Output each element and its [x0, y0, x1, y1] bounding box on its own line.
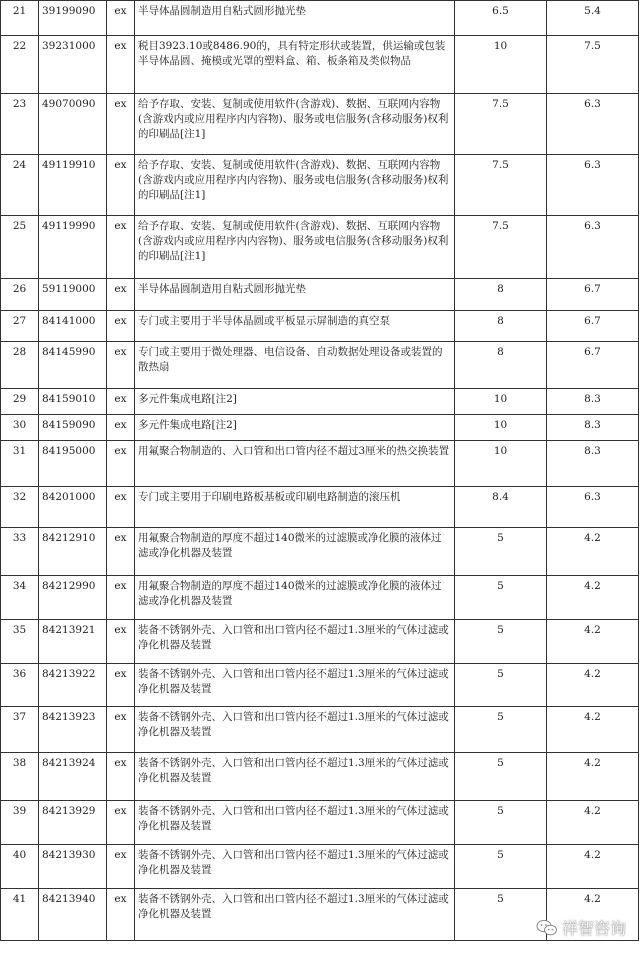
rate-2: 6.3: [547, 216, 639, 279]
row-number: 29: [1, 389, 39, 415]
item-description: 装备不锈钢外壳、入口管和出口管内径不超过1.3厘米的气体过滤或净化机器及装置: [135, 664, 455, 707]
row-number: 25: [1, 216, 39, 279]
item-description: 专门或主要用于半导体晶圆或平板显示屏制造的真空泵: [135, 311, 455, 342]
item-description: 专门或主要用于微处理器、电信设备、自动数据处理设备或装置的散热扇: [135, 342, 455, 389]
row-number: 38: [1, 753, 39, 801]
ex-flag: ex: [107, 487, 135, 528]
table-row: [1, 576, 639, 620]
rate-2: 7.5: [547, 36, 639, 94]
row-number: 21: [1, 1, 39, 36]
ex-flag: ex: [107, 801, 135, 845]
row-number: 41: [1, 889, 39, 941]
tariff-code: 49070090: [39, 94, 107, 155]
table-row: [1, 620, 639, 664]
item-description: 多元件集成电路[注2]: [135, 389, 455, 415]
item-description: 给予存取、安装、复制或使用软件(含游戏)、数据、互联网内容物(含游戏内或应用程序内内容物)、服务或电信服务(含移动服务)权利的印刷品[注1]: [135, 155, 455, 216]
tariff-code: 84213924: [39, 753, 107, 801]
rate-1: 7.5: [455, 94, 547, 155]
item-description: 装备不锈钢外壳、入口管和出口管内径不超过1.3厘米的气体过滤或净化机器及装置: [135, 889, 455, 941]
tariff-code: 84201000: [39, 487, 107, 528]
rate-2: 8.3: [547, 415, 639, 441]
rate-1: 7.5: [455, 155, 547, 216]
rate-1: 8: [455, 279, 547, 311]
tariff-code: 49119910: [39, 155, 107, 216]
tariff-code: 84212910: [39, 528, 107, 576]
table-row: [1, 845, 639, 889]
rate-1: 8.4: [455, 487, 547, 528]
ex-flag: ex: [107, 94, 135, 155]
tariff-code: 84145990: [39, 342, 107, 389]
tariff-code: 59119000: [39, 279, 107, 311]
item-description: 多元件集成电路[注2]: [135, 415, 455, 441]
rate-1: 5: [455, 801, 547, 845]
rate-1: 6.5: [455, 1, 547, 36]
rate-1: 5: [455, 845, 547, 889]
tariff-code: 39231000: [39, 36, 107, 94]
rate-1: 5: [455, 889, 547, 941]
rate-2: 4.2: [547, 707, 639, 753]
table-row: [1, 279, 639, 311]
ex-flag: ex: [107, 36, 135, 94]
row-number: 30: [1, 415, 39, 441]
ex-flag: ex: [107, 707, 135, 753]
ex-flag: ex: [107, 155, 135, 216]
rate-2: 6.3: [547, 94, 639, 155]
table-row: [1, 155, 639, 216]
tariff-code: 84212990: [39, 576, 107, 620]
item-description: 专门或主要用于印刷电路板基板或印刷电路制造的滚压机: [135, 487, 455, 528]
rate-1: 5: [455, 620, 547, 664]
rate-1: 5: [455, 753, 547, 801]
rate-2: 4.2: [547, 528, 639, 576]
rate-1: 10: [455, 415, 547, 441]
table-row: [1, 94, 639, 155]
tariff-code: 84159090: [39, 415, 107, 441]
item-description: 装备不锈钢外壳、入口管和出口管内径不超过1.3厘米的气体过滤或净化机器及装置: [135, 753, 455, 801]
ex-flag: ex: [107, 845, 135, 889]
rate-1: 5: [455, 707, 547, 753]
tariff-code: 39199090: [39, 1, 107, 36]
table-row: [1, 707, 639, 753]
row-number: 36: [1, 664, 39, 707]
table-row: [1, 441, 639, 487]
watermark-text: 祥智咨询: [561, 919, 626, 938]
row-number: 39: [1, 801, 39, 845]
table-row: [1, 664, 639, 707]
row-number: 27: [1, 311, 39, 342]
row-number: 37: [1, 707, 39, 753]
row-number: 34: [1, 576, 39, 620]
item-description: 装备不锈钢外壳、入口管和出口管内径不超过1.3厘米的气体过滤或净化机器及装置: [135, 620, 455, 664]
tariff-code: 84213922: [39, 664, 107, 707]
item-description: 半导体晶圆制造用自粘式圆形抛光垫: [135, 279, 455, 311]
rate-1: 5: [455, 528, 547, 576]
row-number: 28: [1, 342, 39, 389]
table-row: [1, 415, 639, 441]
ex-flag: ex: [107, 889, 135, 941]
ex-flag: ex: [107, 342, 135, 389]
row-number: 32: [1, 487, 39, 528]
rate-1: 7.5: [455, 216, 547, 279]
row-number: 24: [1, 155, 39, 216]
wechat-icon: [536, 919, 558, 937]
ex-flag: ex: [107, 216, 135, 279]
rate-2: 6.7: [547, 279, 639, 311]
item-description: 税目3923.10或8486.90的，具有特定形状或装置，供运输或包装半导体晶圆、掩模或光罩的塑料盒、箱、板条箱及类似物品: [135, 36, 455, 94]
ex-flag: ex: [107, 576, 135, 620]
row-number: 23: [1, 94, 39, 155]
table-row: [1, 528, 639, 576]
ex-flag: ex: [107, 753, 135, 801]
item-description: 给予存取、安装、复制或使用软件(含游戏)、数据、互联网内容物(含游戏内或应用程序内内容物)、服务或电信服务(含移动服务)权利的印刷品[注1]: [135, 216, 455, 279]
tariff-code: 49119990: [39, 216, 107, 279]
ex-flag: ex: [107, 620, 135, 664]
table-row: [1, 311, 639, 342]
item-description: 用氟聚合物制造的厚度不超过140微米的过滤膜或净化膜的液体过滤或净化机器及装置: [135, 576, 455, 620]
rate-2: 4.2: [547, 664, 639, 707]
tariff-code: 84213940: [39, 889, 107, 941]
table-row: [1, 753, 639, 801]
ex-flag: ex: [107, 664, 135, 707]
table-row: [1, 216, 639, 279]
row-number: 22: [1, 36, 39, 94]
rate-2: 4.2: [547, 845, 639, 889]
ex-flag: ex: [107, 311, 135, 342]
ex-flag: ex: [107, 441, 135, 487]
ex-flag: ex: [107, 389, 135, 415]
tariff-code: 84213923: [39, 707, 107, 753]
item-description: 用氟聚合物制造的厚度不超过140微米的过滤膜或净化膜的液体过滤或净化机器及装置: [135, 528, 455, 576]
item-description: 装备不锈钢外壳、入口管和出口管内径不超过1.3厘米的气体过滤或净化机器及装置: [135, 707, 455, 753]
rate-1: 8: [455, 342, 547, 389]
rate-2: 6.7: [547, 342, 639, 389]
table-row: [1, 487, 639, 528]
ex-flag: ex: [107, 279, 135, 311]
item-description: 装备不锈钢外壳、入口管和出口管内径不超过1.3厘米的气体过滤或净化机器及装置: [135, 801, 455, 845]
rate-2: 6.3: [547, 487, 639, 528]
rate-2: 4.2: [547, 576, 639, 620]
table-row: [1, 1, 639, 36]
rate-2: 6.7: [547, 311, 639, 342]
rate-1: 5: [455, 576, 547, 620]
rate-2: 4.2: [547, 889, 639, 941]
item-description: 半导体晶圆制造用自粘式圆形抛光垫: [135, 1, 455, 36]
rate-2: 6.3: [547, 155, 639, 216]
row-number: 33: [1, 528, 39, 576]
ex-flag: ex: [107, 528, 135, 576]
rate-2: 4.2: [547, 753, 639, 801]
rate-2: 8.3: [547, 389, 639, 415]
row-number: 40: [1, 845, 39, 889]
rate-1: 5: [455, 664, 547, 707]
table-row: [1, 342, 639, 389]
ex-flag: ex: [107, 1, 135, 36]
table-row: [1, 36, 639, 94]
item-description: 装备不锈钢外壳、入口管和出口管内径不超过1.3厘米的气体过滤或净化机器及装置: [135, 845, 455, 889]
rate-1: 10: [455, 36, 547, 94]
row-number: 35: [1, 620, 39, 664]
tariff-code: 84141000: [39, 311, 107, 342]
table-row: [1, 801, 639, 845]
rate-1: 10: [455, 389, 547, 415]
row-number: 26: [1, 279, 39, 311]
tariff-code: 84213929: [39, 801, 107, 845]
rate-2: 8.3: [547, 441, 639, 487]
tariff-code: 84213930: [39, 845, 107, 889]
item-description: 给予存取、安装、复制或使用软件(含游戏)、数据、互联网内容物(含游戏内或应用程序内内容物)、服务或电信服务(含移动服务)权利的印刷品[注1]: [135, 94, 455, 155]
rate-2: 4.2: [547, 801, 639, 845]
rate-2: 5.4: [547, 1, 639, 36]
tariff-code: 84213921: [39, 620, 107, 664]
tariff-code: 84159010: [39, 389, 107, 415]
ex-flag: ex: [107, 415, 135, 441]
row-number: 31: [1, 441, 39, 487]
table-row: [1, 389, 639, 415]
rate-2: 4.2: [547, 620, 639, 664]
rate-1: 8: [455, 311, 547, 342]
item-description: 用氟聚合物制造的、入口管和出口管内径不超过3厘米的热交换装置: [135, 441, 455, 487]
watermark: [536, 916, 626, 939]
tariff-code: 84195000: [39, 441, 107, 487]
rate-1: 10: [455, 441, 547, 487]
